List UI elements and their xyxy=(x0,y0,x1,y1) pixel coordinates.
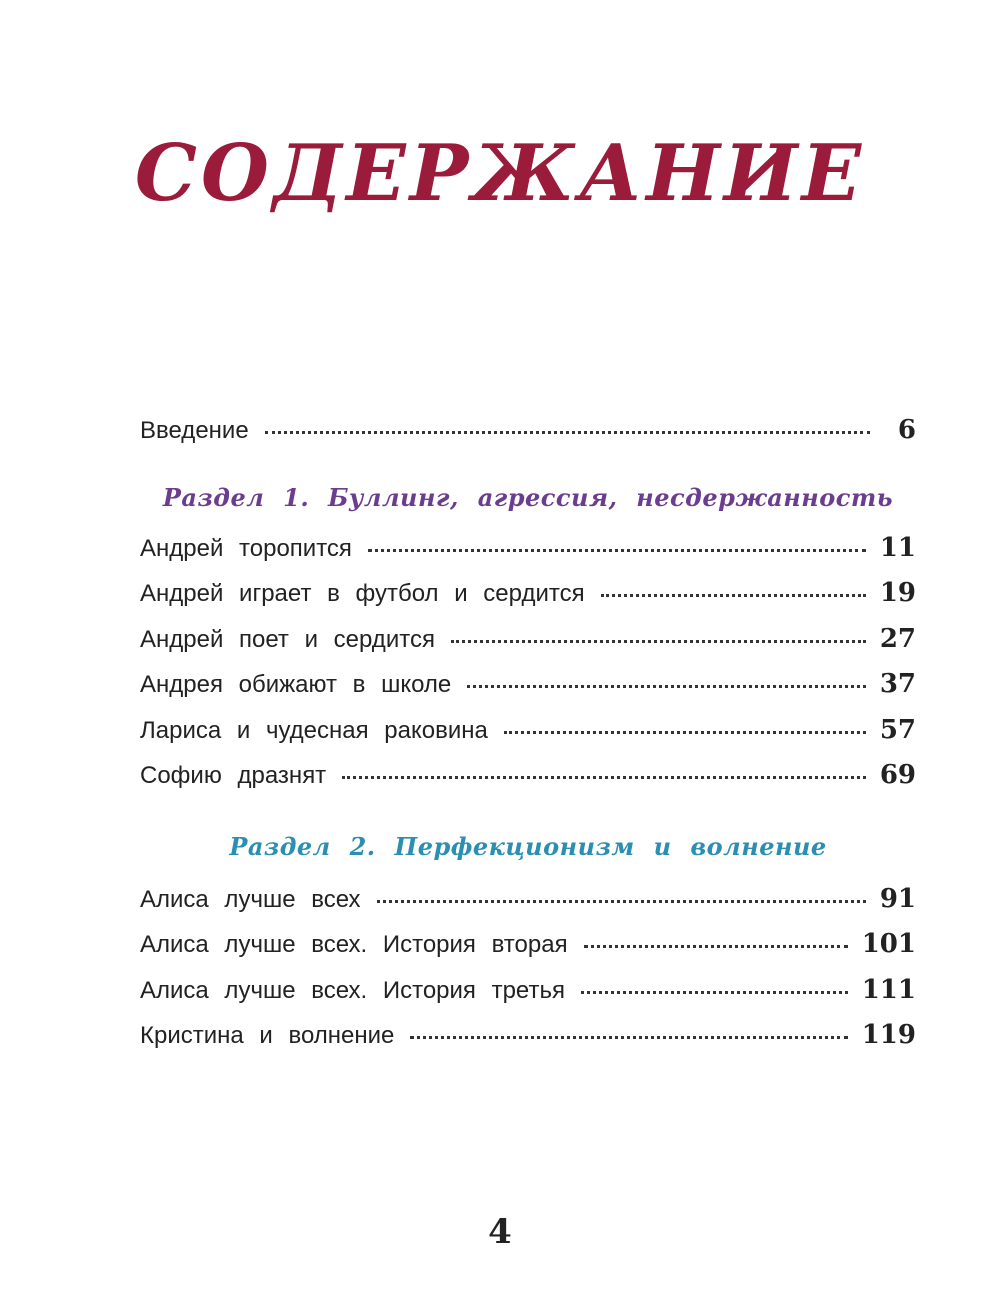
toc-entry-page: 19 xyxy=(879,578,916,608)
dot-leader xyxy=(601,594,866,597)
toc-entry-page: 57 xyxy=(879,714,916,745)
dot-leader xyxy=(342,776,866,779)
section-heading-2: Раздел 2. Перфекционизм и волнение xyxy=(229,831,827,861)
toc-entry-page: 27 xyxy=(879,623,916,654)
toc-entry xyxy=(140,929,916,975)
dot-leader xyxy=(581,991,848,994)
toc-entry-label: Введение xyxy=(140,417,249,444)
toc-entry-page: 69 xyxy=(879,760,916,790)
dot-leader xyxy=(410,1036,847,1039)
toc-entry xyxy=(140,884,916,930)
dot-leader xyxy=(504,731,866,734)
dot-leader xyxy=(451,640,866,643)
page-number: 4 xyxy=(488,1212,512,1252)
toc-entry-page: 101 xyxy=(861,929,916,959)
toc-entry-label: Андрей торопится xyxy=(140,534,352,562)
table-of-contents xyxy=(140,415,916,1066)
dot-leader xyxy=(584,945,848,948)
toc-entry-label: Кристина и волнение xyxy=(140,1022,395,1049)
toc-entry-page: 119 xyxy=(861,1020,916,1050)
toc-entry-label: Софию дразнят xyxy=(140,762,327,789)
toc-entry xyxy=(140,624,916,670)
toc-entry xyxy=(140,1020,916,1066)
toc-entry-label: Алиса лучше всех. История вторая xyxy=(140,931,568,958)
toc-entry-label: Алиса лучше всех. История третья xyxy=(140,976,565,1004)
toc-entry-label: Андрей играет в футбол и сердится xyxy=(140,580,585,607)
toc-entry-page: 91 xyxy=(879,883,916,914)
toc-entry-intro xyxy=(140,415,916,461)
toc-entry-label: Алиса лучше всех xyxy=(140,885,361,913)
section-heading-1: Раздел 1. Буллинг, агрессия, несдержанность xyxy=(162,482,894,512)
toc-entry-page: 37 xyxy=(879,669,916,699)
toc-entry xyxy=(140,760,916,806)
toc-entry-page: 111 xyxy=(861,974,916,1005)
toc-entry xyxy=(140,669,916,715)
toc-entry-label: Андрея обижают в школе xyxy=(140,671,452,698)
toc-entry xyxy=(140,578,916,624)
page-title: СОДЕРЖАНИЕ xyxy=(134,128,866,219)
dot-leader xyxy=(467,685,866,688)
dot-leader xyxy=(265,431,870,434)
dot-leader xyxy=(377,900,866,903)
toc-entry-page: 11 xyxy=(879,532,916,563)
toc-entry xyxy=(140,975,916,1021)
toc-entry-page: 6 xyxy=(897,415,916,445)
toc-entry xyxy=(140,715,916,761)
toc-entry-label: Лариса и чудесная раковина xyxy=(140,716,488,744)
toc-entry xyxy=(140,533,916,579)
dot-leader xyxy=(368,549,866,552)
toc-entry-label: Андрей поет и сердится xyxy=(140,625,435,653)
